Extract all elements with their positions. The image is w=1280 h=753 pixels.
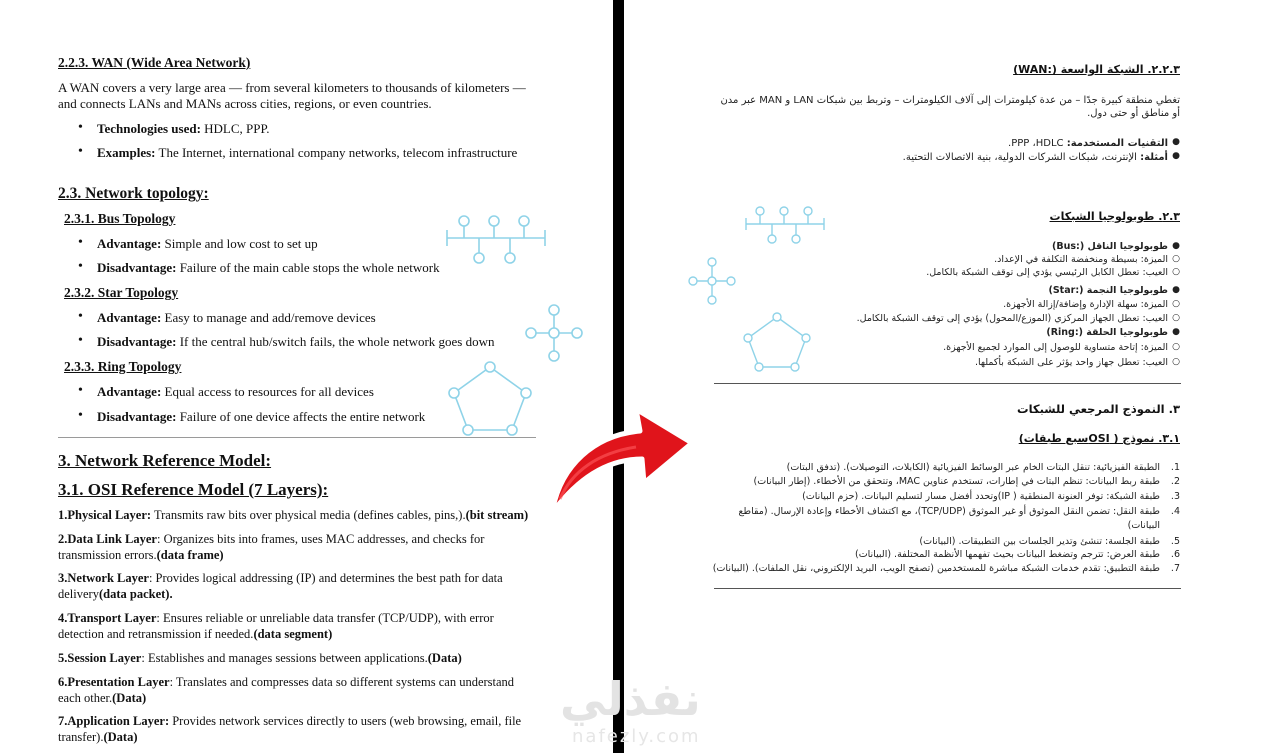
ar-layer-number: 7. (1170, 563, 1180, 574)
wan-examples-bullet: • Examples: The Internet, international company networks, telecom infrastructure (78, 145, 517, 161)
ar-wan-paragraph-line1: تغطي منطقة كبيرة جدًا – من عدة كيلومترات إلى آلاف الكيلومترات – وتربط بين شبكات LAN و MAN عبر مدن (720, 95, 1180, 106)
ar-bus-topology-diagram (744, 206, 826, 246)
ar-osi-layer-5: طبقة الجلسة: تنشئ وتدير الجلسات بين التطبيقات. (البيانات) (919, 536, 1160, 547)
ar-section-divider (714, 383, 1181, 384)
bullet-circle: ○ (1172, 254, 1180, 264)
ring-topology-diagram (447, 360, 533, 436)
bullet-circle: ○ (1172, 313, 1180, 323)
bus-advantage: • Advantage: Simple and low cost to set up (78, 236, 318, 252)
translation-arrow-icon (540, 395, 700, 535)
bullet-dot: ● (1172, 285, 1180, 295)
ar-layer-number: 3. (1170, 491, 1180, 502)
ar-star-disadvantage: العيب: تعطل الجهاز المركزي (الموزع/المحول) يؤدي إلى توقف الشبكة بالكامل. (856, 313, 1168, 324)
ring-heading: 2.3.3. Ring Topology (64, 359, 182, 374)
wan-heading: 2.2.3. WAN (Wide Area Network) (58, 55, 251, 70)
osi-layer-5: 5.Session Layer: Establishes and manages sessions between applications.(Data) (58, 651, 462, 665)
ring-advantage: • Advantage: Equal access to resources for all devices (78, 384, 374, 400)
ar-ring-topology-diagram (742, 311, 812, 373)
ar-star-advantage: الميزة: سهلة الإدارة وإضافة/إزالة الأجهزة. (1003, 299, 1168, 310)
ring-disadvantage: • Disadvantage: Failure of one device affects the entire network (78, 409, 425, 425)
arabic-document-page (624, 0, 1280, 753)
ar-layer-number: 1. (1170, 462, 1180, 473)
bullet-circle: ○ (1172, 342, 1180, 352)
bus-disadvantage: • Disadvantage: Failure of the main cable stops the whole network (78, 260, 440, 276)
watermark-url: nafezly.com (572, 726, 701, 747)
wan-paragraph: A WAN covers a very large area — from several kilometers to thousands of kilometers — and connects LANs and MANs across cities, regions, or even countries. (58, 80, 526, 111)
star-heading: 2.3.2. Star Topology (64, 285, 179, 300)
section-divider (58, 437, 536, 438)
wan-tech-bullet: • Technologies used: HDLC, PPP. (78, 121, 270, 137)
ar-wan-examples: أمثلة: الإنترنت، شبكات الشركات الدولية، بنية الاتصالات التحتية. (902, 152, 1168, 163)
star-advantage: • Advantage: Easy to manage and add/remove devices (78, 310, 376, 326)
reference-model-heading: 3. Network Reference Model: (58, 451, 272, 470)
osi-layer-2: 2.Data Link Layer: Organizes bits into frames, uses MAC addresses, and checks for transmission errors.(data frame) (58, 532, 485, 562)
ar-star-topology-diagram (688, 257, 736, 305)
bullet-circle: ○ (1172, 357, 1180, 367)
ar-bus-advantage: الميزة: بسيطة ومنخفضة التكلفة في الإعداد. (994, 254, 1168, 265)
ar-osi-layer-7: طبقة التطبيق: تقدم خدمات الشبكة مباشرة للمستخدمين (تصفح الويب، البريد الإلكتروني، نقل الملفات). (البيانات) (712, 563, 1160, 574)
osi-layer-1: 1.Physical Layer: Transmits raw bits over physical media (defines cables, pins,).(bit stream) (58, 508, 529, 522)
ar-wan-tech: التقنيات المستخدمة: PPP ،HDLC. (1008, 138, 1168, 149)
ar-wan-paragraph-line2: أو مناطق أو حتى دول. (1087, 108, 1180, 119)
english-document-page (0, 0, 613, 753)
ar-osi-layer-4-cont: البيانات) (1127, 520, 1160, 531)
bullet-dot: ● (1172, 151, 1180, 161)
bullet-circle: ○ (1172, 299, 1180, 309)
ar-layer-number: 6. (1170, 549, 1180, 560)
bus-topology-diagram (444, 214, 548, 264)
ar-layer-number: 4. (1170, 506, 1180, 517)
topology-heading: 2.3. Network topology: (58, 185, 209, 202)
ar-bus-title: طوبولوجيا الناقل (:Bus) (1052, 241, 1168, 252)
osi-layer-4: 4.Transport Layer: Ensures reliable or unreliable data transfer (TCP/UDP), with error detection and retransmission if needed.(data segment) (58, 611, 494, 641)
osi-layer-7: 7.Application Layer: Provides network services directly to users (web browsing, email, file transfer).(Data) (58, 714, 522, 744)
page-divider (613, 0, 624, 753)
star-disadvantage: • Disadvantage: If the central hub/switch fails, the whole network goes down (78, 334, 495, 350)
ar-ring-advantage: الميزة: إتاحة متساوية للوصول إلى الموارد لجميع الأجهزة. (943, 342, 1168, 353)
bullet-circle: ○ (1172, 267, 1180, 277)
watermark-logo-arabic: نفذلي (560, 672, 701, 726)
ar-ring-disadvantage: العيب: تعطل جهاز واحد يؤثر على الشبكة بأكملها. (974, 357, 1168, 368)
ar-osi-layer-4: طبقة النقل: تضمن النقل الموثوق أو غير الموثوق (TCP/UDP)، مع اكتشاف الأخطاء وإعادة الإرسال. (مقاطع (738, 506, 1160, 517)
bullet-dot: ● (1172, 327, 1180, 337)
ar-osi-heading: ٣.١. نموذج ( OSIسبع طبقات) (1018, 432, 1180, 445)
ar-bottom-divider (714, 588, 1181, 589)
ar-osi-layer-3: طبقة الشبكة: توفر العنونة المنطقية ( IP)وتحدد أفضل مسار لتسليم البيانات. (حزم البيانات) (802, 491, 1160, 502)
ar-osi-layer-2: طبقة ربط البيانات: تنظم البتات في إطارات، تستخدم عناوين MAC، وتتحقق من الأخطاء. (إطار البيانات) (753, 476, 1160, 487)
ar-layer-number: 2. (1170, 476, 1180, 487)
star-topology-diagram (525, 304, 583, 362)
bullet-dot: ● (1172, 241, 1180, 251)
ar-bus-disadvantage: العيب: تعطل الكابل الرئيسي يؤدي إلى توقف الشبكة بالكامل. (926, 267, 1168, 278)
ar-reference-heading: ٣. النموذج المرجعي للشبكات (1017, 402, 1180, 416)
osi-layer-3: 3.Network Layer: Provides logical addressing (IP) and determines the best path for data delivery(data packet). (58, 571, 503, 601)
osi-layer-6: 6.Presentation Layer: Translates and compresses data so different systems can understand each other.(Data) (58, 675, 515, 705)
ar-star-title: طوبولوجيا النجمة (:Star) (1048, 285, 1168, 296)
ar-layer-number: 5. (1170, 536, 1180, 547)
ar-osi-layer-6: طبقة العرض: تترجم وتضغط البيانات بحيث تفهمها الأنظمة المختلفة. (البيانات) (854, 549, 1160, 560)
ar-wan-heading: ٢.٢.٣. الشبكة الواسعة (:WAN) (1013, 63, 1180, 76)
bullet-dot: ● (1172, 137, 1180, 147)
osi-heading: 3.1. OSI Reference Model (7 Layers): (58, 480, 329, 499)
ar-ring-title: طوبولوجيا الحلقة (:Ring) (1046, 327, 1168, 338)
ar-topology-heading: ٢.٣. طوبولوجيا الشبكات (1049, 210, 1180, 223)
bus-heading: 2.3.1. Bus Topology (64, 211, 176, 226)
ar-osi-layer-1: الطبقة الفيزيائية: تنقل البتات الخام عبر الوسائط الفيزيائية (الكابلات، التوصيلات). (تدفق البتات) (786, 462, 1160, 473)
